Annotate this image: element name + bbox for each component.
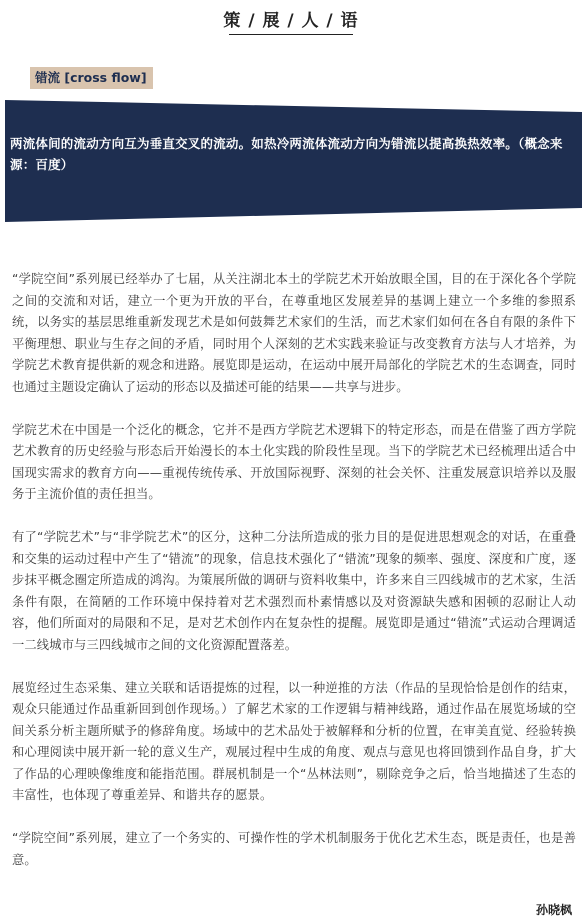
term-tag: 错流 [cross flow] — [30, 67, 153, 89]
page-header — [0, 0, 582, 40]
paragraph: 展览经过生态采集、建立关联和话语提炼的过程，以一种逆推的方法（作品的呈现恰恰是创作的结束，观众只能通过作品重新回到创作现场。）了解艺术家的工作逻辑与精神线路，通过作品在展览场域的空间关系分析主题所赋予的修辞角度。场域中的艺术品处于被解释和分析的位置，在审美直觉、经验转换和心理阅读中展开新一轮的意义生产，观展过程中生成的角度、观点与意见也将回馈到作品自身，扩大了作品的心理映像维度和能指范围。群展机制是一个“丛林法则”，剔除竞争之后，恰当地描述了生态的丰富性，也体现了尊重差异、和谐共存的愿景。 — [12, 680, 576, 803]
title-underline — [229, 34, 353, 35]
paragraph: 有了“学院艺术”与“非学院艺术”的区分，这种二分法所造成的张力目的是促进思想观念的对话，在重叠和交集的运动过程中产生了“错流”的现象，信息技术强化了“错流”现象的频率、强度、深度和广度，逐步抹平概念圈定所造成的鸿沟。为策展所做的调研与资料收集中，许多来自三四线城市的艺术家，生活条件有限，在简陋的工作环境中保持着对艺术强烈而朴素情感以及对资源缺失感和困顿的忍耐让人动容，他们所面对的局限和不足，是对艺术创作内在复杂性的提醒。展览即是通过“错流”式运动合理调适一二线城市与三四线城市之间的文化资源配置落差。 — [12, 529, 576, 652]
paragraph: “学院空间”系列展，建立了一个务实的、可操作性的学术机制服务于优化艺术生态，既是责任，也是善意。 — [12, 831, 576, 867]
term-definition: 两流体间的流动方向互为垂直交叉的流动。如热冷两流体流动方向为错流以提高换热效率。（概念来源：百度） — [10, 136, 563, 172]
author-signature: 孙晓枫 — [535, 903, 572, 917]
paragraph: 学院艺术在中国是一个泛化的概念，它并不是西方学院艺术逻辑下的特定形态，而是在借鉴了西方学院艺术教育的历史经验与形态后开始漫长的本土化实践的阶段性呈现。当下的学院艺术已经梳理出适合中国现实需求的教育方向——重视传统传承、开放国际视野、深刻的社会关怀、注重发展意识培养以及服务于主流价值的责任担当。 — [12, 422, 576, 502]
paragraph: “学院空间”系列展已经举办了七届，从关注湖北本土的学院艺术开始放眼全国，目的在于深化各个学院之间的交流和对话，建立一个更为开放的平台，在尊重地区发展差异的基调上建立一个多维的参照系统，以务实的基层思维重新发现艺术是如何鼓舞艺术家们的生活，而艺术家们如何在各自有限的条件下平衡理想、职业与生存之间的矛盾，同时用个人深刻的艺术实践来验证与改变教育方法与人才培养，为学院艺术教育提供新的观念和进路。展览即是运动，在运动中展开局部化的学院艺术的生态调查，同时也通过主题设定确认了运动的形态以及描述可能的结果——共享与进步。 — [12, 272, 576, 394]
curator-statement — [12, 269, 576, 892]
page-title: 策 / 展 / 人 / 语 — [223, 11, 359, 31]
